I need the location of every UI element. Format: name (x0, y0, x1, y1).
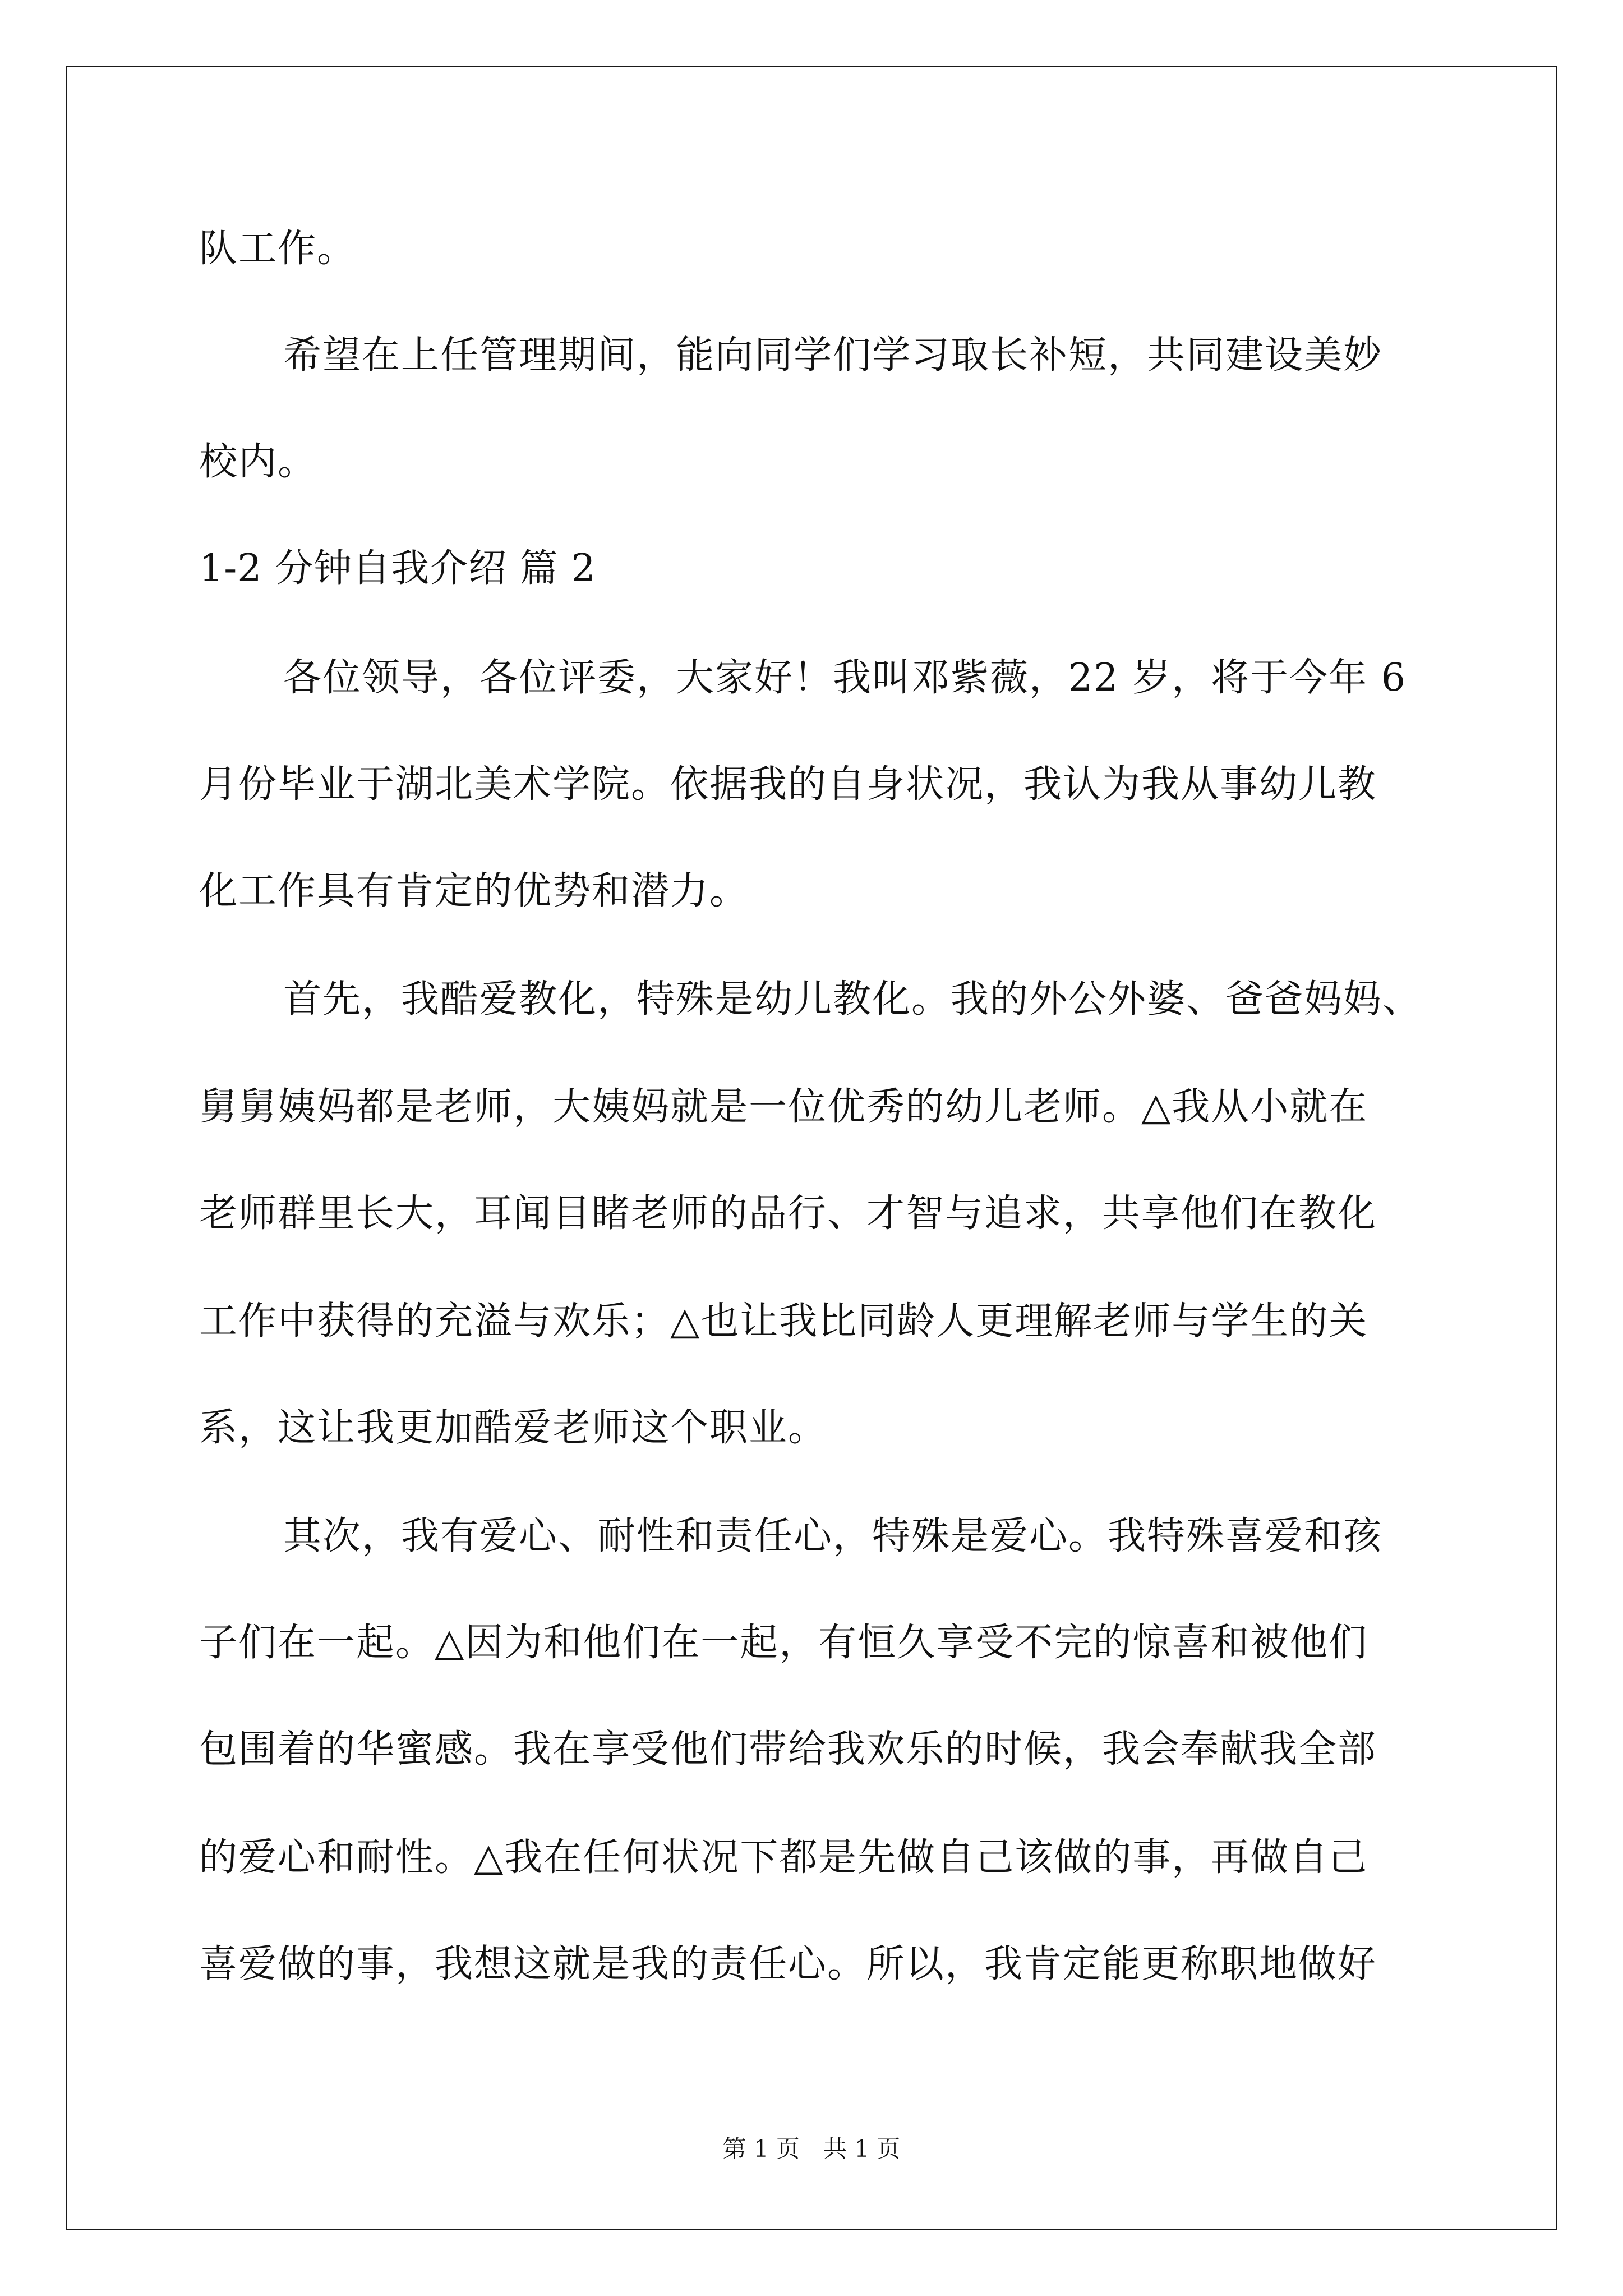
paragraph-line: 老师群里长大，耳闻目睹老师的品行、才智与追求，共享他们在教化 (199, 1191, 1377, 1236)
paragraph-line: 其次，我有爱心、耐性和责任心，特殊是爱心。我特殊喜爱和孩 (283, 1514, 1383, 1558)
paragraph-line: 校内。 (199, 440, 317, 484)
paragraph-line: 首先，我酷爱教化，特殊是幼儿教化。我的外公外婆、爸爸妈妈、 (283, 977, 1422, 1022)
paragraph-line: 舅舅姨妈都是老师，大姨妈就是一位优秀的幼儿老师。△我从小就在 (199, 1085, 1368, 1129)
paragraph-line: 包围着的华蜜感。我在享受他们带给我欢乐的时候，我会奉献我全部 (199, 1727, 1377, 1772)
paragraph-line: 希望在上任管理期间，能向同学们学习取长补短，共同建设美妙 (283, 333, 1383, 378)
paragraph-line: 工作中获得的充溢与欢乐；△也让我比同龄人更理解老师与学生的关 (199, 1299, 1368, 1343)
paragraph-line: 子们在一起。△因为和他们在一起，有恒久享受不完的惊喜和被他们 (199, 1621, 1368, 1665)
paragraph-line: 各位领导，各位评委，大家好！我叫邓紫薇，22 岁，将于今年 6 (283, 656, 1407, 700)
page-number-footer: 第 1 页 共 1 页 (722, 2135, 901, 2162)
page-border (66, 66, 1557, 2230)
paragraph-line: 队工作。 (199, 227, 357, 271)
paragraph-line: 喜爱做的事，我想这就是我的责任心。所以，我肯定能更称职地做好 (199, 1942, 1377, 1986)
paragraph-line: 系，这让我更加酷爱老师这个职业。 (199, 1406, 828, 1450)
paragraph-line: 月份毕业于湖北美术学院。依据我的自身状况，我认为我从事幼儿教 (199, 762, 1377, 807)
paragraph-line: 化工作具有肯定的优势和潜力。 (199, 869, 749, 913)
section-heading: 1-2 分钟自我介绍 篇 2 (199, 546, 596, 591)
paragraph-line: 的爱心和耐性。△我在任何状况下都是先做自己该做的事，再做自己 (199, 1835, 1368, 1880)
